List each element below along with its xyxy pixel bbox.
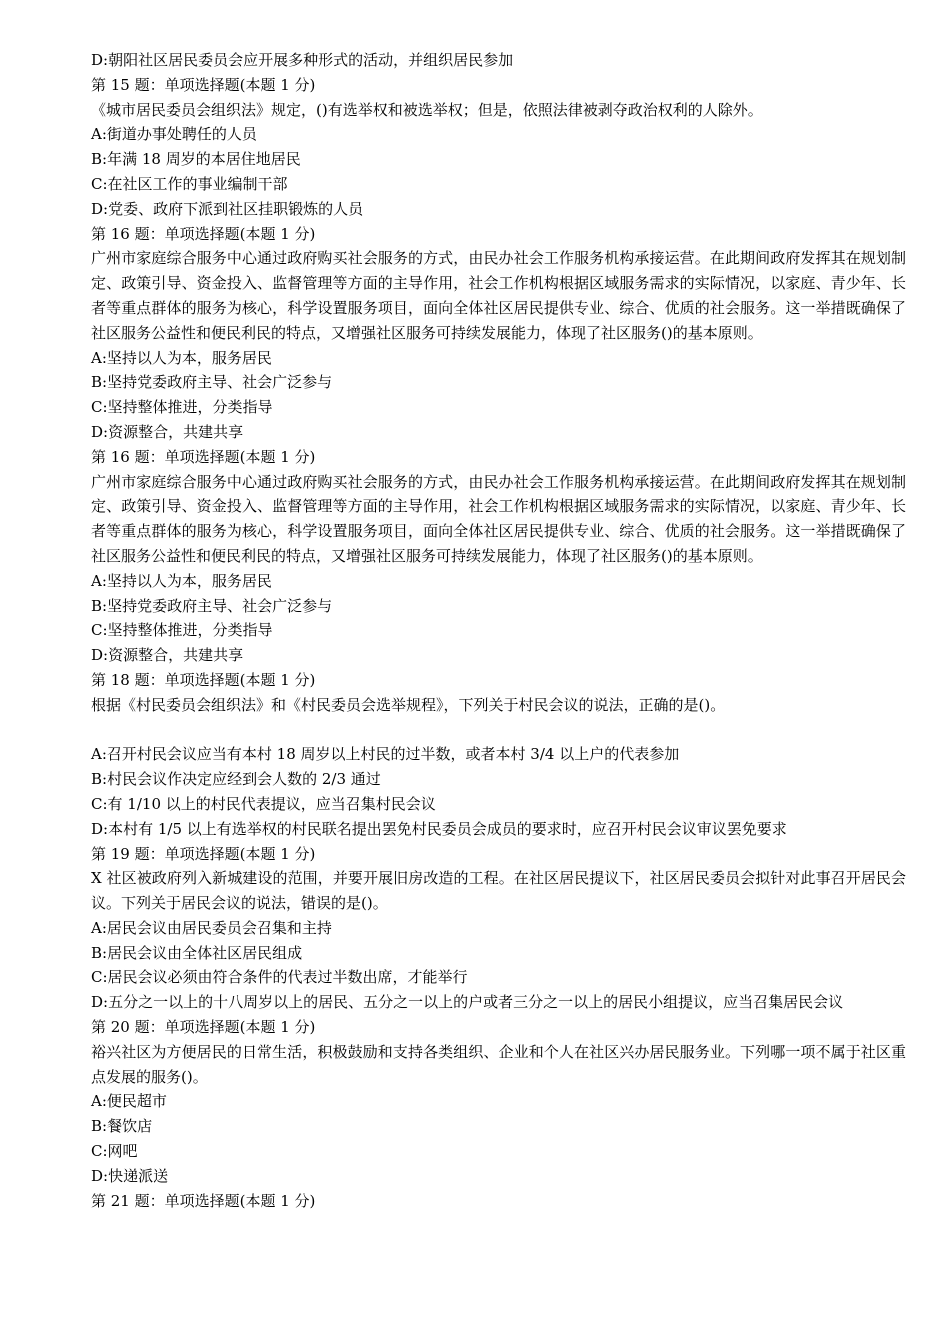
option-b-q16-repeat: B:坚持党委政府主导、社会广泛参与 (91, 596, 333, 615)
option-a-q15: A:街道办事处聘任的人员 (91, 125, 257, 144)
option-a-q16: A:坚持以人为本，服务居民 (91, 348, 272, 367)
option-b-q16: B:坚持党委政府主导、社会广泛参与 (91, 373, 333, 392)
option-c-q15: C:在社区工作的事业编制干部 (91, 174, 288, 193)
question-text-15: 《城市居民委员会组织法》规定，()有选举权和被选举权；但是，依照法律被剥夺政治权利的人除外。 (91, 100, 763, 119)
option-d-q16: D:资源整合，共建共享 (91, 422, 244, 441)
option-c-q18: C:有 1/10 以上的村民代表提议，应当召集村民会议 (91, 794, 436, 813)
option-c-q16-repeat: C:坚持整体推进，分类指导 (91, 621, 273, 640)
option-d-q16-repeat: D:资源整合，共建共享 (91, 646, 244, 665)
option-a-q16-repeat: A:坚持以人为本，服务居民 (91, 571, 272, 590)
question-header-20: 第 20 题：单项选择题(本题 1 分) (91, 1018, 316, 1037)
question-header-18: 第 18 题：单项选择题(本题 1 分) (91, 670, 316, 689)
option-a-q20: A:便民超市 (91, 1092, 167, 1111)
option-a-q19: A:居民会议由居民委员会召集和主持 (91, 918, 332, 937)
question-header-15: 第 15 题：单项选择题(本题 1 分) (91, 75, 316, 94)
blank-line (91, 718, 906, 743)
option-d-q14: D:朝阳社区居民委员会应开展多种形式的活动，并组织居民参加 (91, 51, 514, 69)
option-c-q19: C:居民会议必须由符合条件的代表过半数出席，才能举行 (91, 968, 468, 987)
question-header-16: 第 16 题：单项选择题(本题 1 分) (91, 224, 316, 243)
question-header-21: 第 21 题：单项选择题(本题 1 分) (91, 1191, 316, 1210)
option-b-q20: B:餐饮店 (91, 1117, 153, 1136)
question-header-19: 第 19 题：单项选择题(本题 1 分) (91, 844, 316, 863)
question-text-20: 裕兴社区为方便居民的日常生活，积极鼓励和支持各类组织、企业和个人在社区兴办居民服务业。下列哪一项不属于社区重点发展的服务()。 (91, 1042, 906, 1086)
question-text-16: 广州市家庭综合服务中心通过政府购买社会服务的方式，由民办社会工作服务机构承接运营。在此期间政府发挥其在规划制定、政策引导、资金投入、监督管理等方面的主导作用，社会工作机构根据区域服务需求的实际情况，以家庭、青少年、长者等重点群体的服务为核心，科学设置服务项目，面向全体社区居民提供专业、综合、优质的社会服务。这一举措既确保了社区服务公益性和便民利民的特点，又增强社区服务可持续发展能力，体现了社区服务()的基本原则。 (91, 249, 906, 342)
option-d-q19: D:五分之一以上的十八周岁以上的居民、五分之一以上的户或者三分之一以上的居民小组提议，应当召集居民会议 (91, 993, 844, 1012)
option-b-q19: B:居民会议由全体社区居民组成 (91, 943, 303, 962)
option-d-q20: D:快递派送 (91, 1166, 169, 1185)
question-text-16-repeat: 广州市家庭综合服务中心通过政府购买社会服务的方式，由民办社会工作服务机构承接运营。在此期间政府发挥其在规划制定、政策引导、资金投入、监督管理等方面的主导作用，社会工作机构根据区域服务需求的实际情况，以家庭、青少年、长者等重点群体的服务为核心，科学设置服务项目，面向全体社区居民提供专业、综合、优质的社会服务。这一举措既确保了社区服务公益性和便民利民的特点，又增强社区服务可持续发展能力，体现了社区服务()的基本原则。 (91, 472, 906, 565)
option-d-q18: D:本村有 1/5 以上有选举权的村民联名提出罢免村民委员会成员的要求时，应召开村民会议审议罢免要求 (91, 819, 787, 838)
question-text-18: 根据《村民委员会组织法》和《村民委员会选举规程》，下列关于村民会议的说法，正确的是()。 (91, 695, 726, 714)
option-c-q20: C:网吧 (91, 1142, 138, 1161)
option-c-q16: C:坚持整体推进，分类指导 (91, 398, 273, 417)
question-text-19: X 社区被政府列入新城建设的范围，并要开展旧房改造的工程。在社区居民提议下，社区居民委员会拟针对此事召开居民会议。下列关于居民会议的说法，错误的是()。 (91, 869, 906, 913)
option-a-q18: A:召开村民会议应当有本村 18 周岁以上村民的过半数，或者本村 3/4 以上户的代表参加 (91, 745, 680, 764)
option-b-q15: B:年满 18 周岁的本居住地居民 (91, 150, 301, 169)
option-b-q18: B:村民会议作决定应经到会人数的 2/3 通过 (91, 770, 381, 789)
question-header-16-repeat: 第 16 题：单项选择题(本题 1 分) (91, 447, 316, 466)
document-page (91, 48, 906, 1213)
option-d-q15: D:党委、政府下派到社区挂职锻炼的人员 (91, 199, 364, 218)
